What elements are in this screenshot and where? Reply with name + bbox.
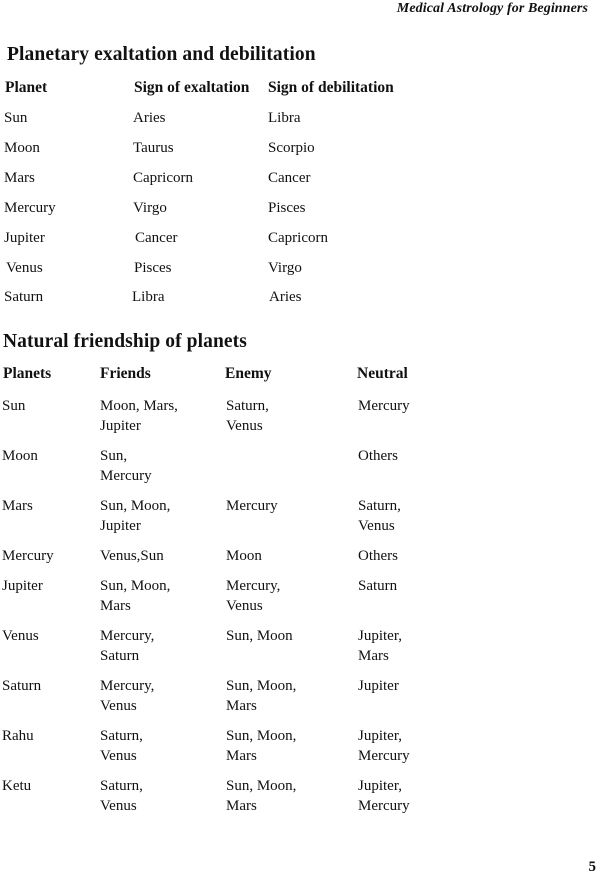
enemy-cell-line: Sun, Moon, — [226, 728, 297, 744]
table-row — [0, 576, 600, 620]
planet-name: Mercury — [2, 548, 54, 564]
table-row — [0, 676, 600, 720]
table-row — [0, 289, 600, 311]
planet-name: Jupiter — [2, 578, 43, 594]
enemy-cell-line: Sun, Moon, — [226, 678, 297, 694]
planet-name: Ketu — [2, 778, 32, 794]
neutral-cell-line: Saturn — [358, 578, 398, 594]
table-row — [0, 260, 600, 282]
neutral-cell-line: Mercury — [358, 798, 410, 814]
column-header-planet: Planet — [5, 79, 48, 96]
enemy-cell — [226, 396, 346, 436]
planet-name: Moon — [2, 448, 38, 464]
enemy-cell — [226, 726, 346, 766]
friends-cell — [100, 396, 218, 436]
friends-cell-line: Sun, — [100, 448, 128, 464]
table-row — [0, 200, 600, 222]
neutral-cell — [358, 396, 468, 416]
debilitation-cell: Virgo — [268, 260, 302, 276]
table-row — [0, 170, 600, 192]
exaltation-cell: Libra — [132, 289, 165, 305]
planet-name: Mars — [2, 498, 33, 514]
exaltation-table-header — [0, 79, 600, 101]
friends-cell-line: Venus — [100, 748, 137, 764]
column-header-planets: Planets — [3, 365, 52, 382]
friends-cell-line: Saturn, — [100, 778, 143, 794]
planet-cell — [2, 776, 92, 796]
neutral-cell — [358, 576, 468, 596]
friends-cell-line: Sun, Moon, — [100, 498, 171, 514]
planet-cell — [2, 546, 92, 566]
neutral-cell — [358, 496, 468, 536]
friends-cell-line: Mercury, — [100, 628, 155, 644]
friends-cell-line: Sun, Moon, — [100, 578, 171, 594]
column-header-neutral: Neutral — [357, 365, 408, 382]
table-row — [0, 496, 600, 540]
enemy-cell-line: Mercury — [226, 498, 278, 514]
neutral-cell-line: Jupiter, — [358, 628, 402, 644]
enemy-cell-line: Mercury, — [226, 578, 281, 594]
friends-cell — [100, 676, 218, 716]
planet-cell: Saturn — [4, 289, 44, 305]
planet-cell — [2, 576, 92, 596]
planet-name: Sun — [2, 398, 26, 414]
page-number: 5 — [588, 859, 596, 875]
column-header-exaltation: Sign of exaltation — [134, 79, 250, 96]
enemy-cell — [226, 776, 346, 816]
enemy-cell — [226, 496, 346, 516]
enemy-cell-line: Mars — [226, 748, 257, 764]
planet-cell: Mars — [4, 170, 35, 186]
friends-cell-line: Jupiter — [100, 518, 141, 534]
planet-cell — [2, 726, 92, 746]
debilitation-cell: Cancer — [268, 170, 311, 186]
planet-cell — [2, 676, 92, 696]
friends-cell-line: Venus — [100, 798, 137, 814]
debilitation-cell: Libra — [268, 110, 301, 126]
table-row — [0, 726, 600, 770]
neutral-cell-line: Jupiter, — [358, 728, 402, 744]
friends-cell-line: Saturn, — [100, 728, 143, 744]
friends-cell-line: Saturn — [100, 648, 140, 664]
enemy-cell-line: Sun, Moon, — [226, 778, 297, 794]
running-header: Medical Astrology for Beginners — [396, 1, 588, 16]
neutral-cell-line: Jupiter, — [358, 778, 402, 794]
column-header-friends: Friends — [100, 365, 151, 382]
planet-cell: Mercury — [4, 200, 56, 216]
exaltation-cell: Taurus — [133, 140, 174, 156]
neutral-cell — [358, 546, 468, 566]
planet-name: Saturn — [2, 678, 42, 694]
section-title-friendship: Natural friendship of planets — [3, 331, 247, 352]
debilitation-cell: Pisces — [268, 200, 306, 216]
planet-cell — [2, 626, 92, 646]
section-title-exaltation: Planetary exaltation and debilitation — [7, 44, 316, 65]
friends-cell-line: Mercury — [100, 468, 152, 484]
exaltation-cell: Aries — [133, 110, 166, 126]
neutral-cell-line: Jupiter — [358, 678, 399, 694]
neutral-cell-line: Mars — [358, 648, 389, 664]
neutral-cell-line: Saturn, — [358, 498, 401, 514]
planet-cell — [2, 396, 92, 416]
table-row — [0, 396, 600, 440]
friends-cell — [100, 546, 218, 566]
exaltation-cell: Capricorn — [133, 170, 193, 186]
table-row — [0, 110, 600, 132]
friends-cell-line: Moon, Mars, — [100, 398, 178, 414]
neutral-cell — [358, 446, 468, 466]
exaltation-cell: Virgo — [133, 200, 167, 216]
friends-cell-line: Mercury, — [100, 678, 155, 694]
table-row — [0, 140, 600, 162]
enemy-cell-line: Sun, Moon — [226, 628, 293, 644]
table-row — [0, 626, 600, 670]
enemy-cell — [226, 626, 346, 646]
friends-cell-line: Jupiter — [100, 418, 141, 434]
planet-name: Venus — [2, 628, 39, 644]
friends-cell-line: Mars — [100, 598, 131, 614]
enemy-cell-line: Mars — [226, 698, 257, 714]
neutral-cell — [358, 726, 468, 766]
column-header-debilitation: Sign of debilitation — [268, 79, 394, 96]
friends-cell — [100, 496, 218, 536]
enemy-cell — [226, 546, 346, 566]
planet-name: Rahu — [2, 728, 34, 744]
friends-cell — [100, 446, 218, 486]
neutral-cell — [358, 776, 468, 816]
enemy-cell-line: Venus — [226, 598, 263, 614]
friendship-table-header — [0, 365, 600, 387]
friends-cell — [100, 776, 218, 816]
planet-cell — [2, 496, 92, 516]
friends-cell-line: Venus,Sun — [100, 548, 164, 564]
neutral-cell — [358, 676, 468, 696]
neutral-cell-line: Others — [358, 448, 398, 464]
planet-cell: Sun — [4, 110, 28, 126]
exaltation-cell: Cancer — [135, 230, 178, 246]
table-row — [0, 446, 600, 490]
planet-cell: Venus — [6, 260, 43, 276]
planet-cell: Jupiter — [4, 230, 45, 246]
exaltation-cell: Pisces — [134, 260, 172, 276]
neutral-cell-line: Others — [358, 548, 398, 564]
enemy-cell-line: Mars — [226, 798, 257, 814]
column-header-enemy: Enemy — [225, 365, 272, 382]
debilitation-cell: Scorpio — [268, 140, 315, 156]
enemy-cell — [226, 576, 346, 616]
friends-cell — [100, 576, 218, 616]
enemy-cell-line: Venus — [226, 418, 263, 434]
friends-cell-line: Venus — [100, 698, 137, 714]
table-row — [0, 230, 600, 252]
planet-cell — [2, 446, 92, 466]
enemy-cell-line: Moon — [226, 548, 262, 564]
friends-cell — [100, 626, 218, 666]
neutral-cell — [358, 626, 468, 666]
debilitation-cell: Aries — [269, 289, 302, 305]
table-row — [0, 776, 600, 820]
enemy-cell-line: Saturn, — [226, 398, 269, 414]
friends-cell — [100, 726, 218, 766]
neutral-cell-line: Mercury — [358, 748, 410, 764]
neutral-cell-line: Mercury — [358, 398, 410, 414]
planet-cell: Moon — [4, 140, 40, 156]
enemy-cell — [226, 676, 346, 716]
debilitation-cell: Capricorn — [268, 230, 328, 246]
neutral-cell-line: Venus — [358, 518, 395, 534]
